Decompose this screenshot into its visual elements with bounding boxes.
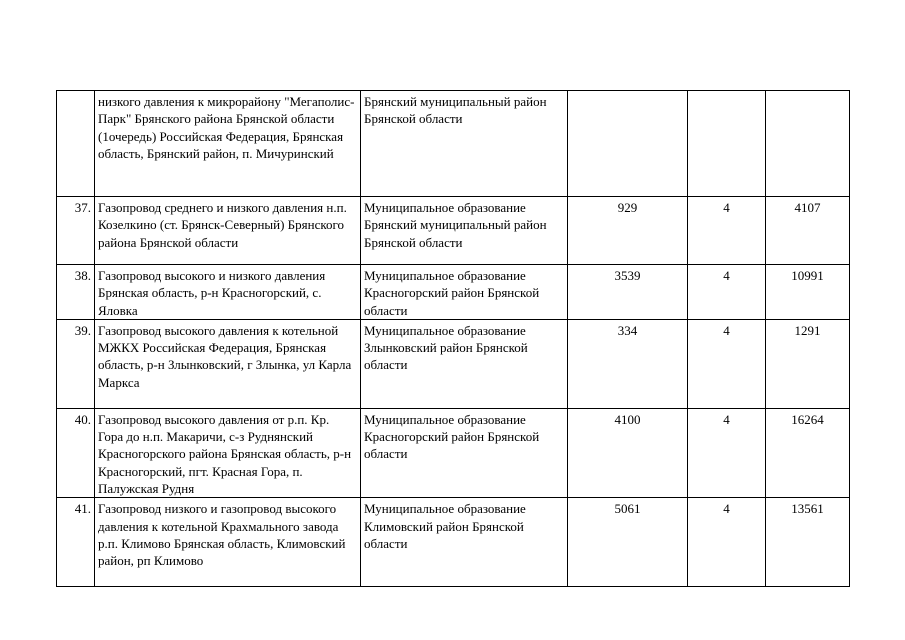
table-row [57, 265, 850, 320]
category-cell: 4 [688, 408, 766, 497]
owner: Муниципальное образование Брянский муниципальный район Брянской области [361, 197, 568, 265]
category-cell: 4 [688, 498, 766, 587]
row-number: 41. [57, 498, 95, 587]
category-cell [688, 91, 766, 197]
length-cell: 5061 [568, 498, 688, 587]
value-cell: 1291 [766, 319, 850, 408]
value-cell [766, 91, 850, 197]
category-cell: 4 [688, 197, 766, 265]
length-cell [568, 91, 688, 197]
pipeline-name: Газопровод высокого давления к котельной МЖКХ Российская Федерация, Брянская область, р-н Злынковский, г Злынка, ул Карла Маркса [95, 319, 361, 408]
owner: Муниципальное образование Красногорский район Брянской области [361, 408, 568, 497]
table-row [57, 408, 850, 497]
pipeline-name: Газопровод высокого давления от р.п. Кр. Гора до н.п. Макаричи, с-з Руднянский Красногорского района Брянская область, р-н Красногорский, пгт. Красная Гора, п. Палужская Рудня [95, 408, 361, 497]
category-cell: 4 [688, 319, 766, 408]
pipeline-name: низкого давления к микрорайону "Мегаполис-Парк" Брянского района Брянской области (1очередь) Российская Федерация, Брянская область, Брянский район, п. Мичуринский [95, 91, 361, 197]
length-cell: 3539 [568, 265, 688, 320]
row-number: 39. [57, 319, 95, 408]
owner: Муниципальное образование Климовский район Брянской области [361, 498, 568, 587]
row-number: 38. [57, 265, 95, 320]
pipeline-name: Газопровод среднего и низкого давления н.п. Козелкино (ст. Брянск-Северный) Брянского района Брянской области [95, 197, 361, 265]
length-cell: 929 [568, 197, 688, 265]
owner: Брянский муниципальный район Брянской области [361, 91, 568, 197]
value-cell: 4107 [766, 197, 850, 265]
gas-pipeline-table [56, 90, 850, 587]
table-row [57, 91, 850, 197]
row-number [57, 91, 95, 197]
length-cell: 4100 [568, 408, 688, 497]
row-number: 40. [57, 408, 95, 497]
pipeline-name: Газопровод высокого и низкого давления Брянская область, р-н Красногорский, с. Яловка [95, 265, 361, 320]
row-number: 37. [57, 197, 95, 265]
owner: Муниципальное образование Красногорский район Брянской области [361, 265, 568, 320]
table-row [57, 498, 850, 587]
owner: Муниципальное образование Злынковский район Брянской области [361, 319, 568, 408]
length-cell: 334 [568, 319, 688, 408]
table-row [57, 197, 850, 265]
value-cell: 10991 [766, 265, 850, 320]
category-cell: 4 [688, 265, 766, 320]
value-cell: 13561 [766, 498, 850, 587]
pipeline-name: Газопровод низкого и газопровод высокого давления к котельной Крахмального завода р.п. Климово Брянская область, Климовский район, рп Климово [95, 498, 361, 587]
table-row [57, 319, 850, 408]
value-cell: 16264 [766, 408, 850, 497]
